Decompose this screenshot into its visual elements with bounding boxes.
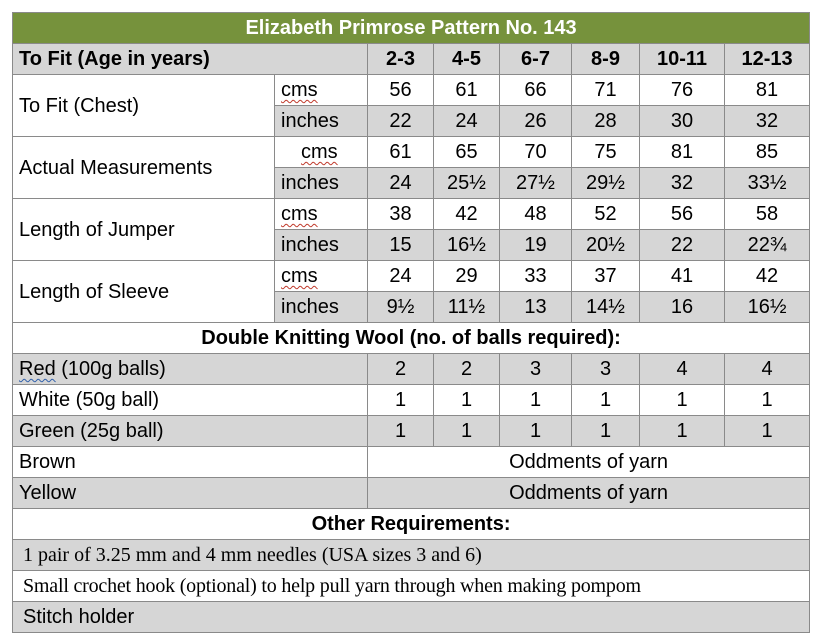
pattern-title: Elizabeth Primrose Pattern No. 143 bbox=[13, 13, 810, 44]
oddment-row bbox=[13, 447, 810, 478]
measurement-value: 71 bbox=[572, 75, 640, 106]
measurement-value: 24 bbox=[368, 168, 434, 199]
measurement-value: 41 bbox=[640, 261, 725, 292]
unit-label: inches bbox=[281, 110, 339, 132]
wool-label-cell bbox=[13, 354, 368, 385]
title-row bbox=[13, 13, 810, 44]
measurement-value: 22 bbox=[368, 106, 434, 137]
measurement-label: Length of Sleeve bbox=[13, 261, 275, 323]
measurement-value: 85 bbox=[725, 137, 810, 168]
wool-quantity: 3 bbox=[500, 354, 572, 385]
measurement-label: Length of Jumper bbox=[13, 199, 275, 261]
oddment-text: Oddments of yarn bbox=[368, 478, 810, 509]
wool-row bbox=[13, 416, 810, 447]
measurement-value: 25½ bbox=[434, 168, 500, 199]
requirement-row bbox=[13, 602, 810, 633]
wool-label-cell bbox=[13, 385, 368, 416]
measurement-value: 11½ bbox=[434, 292, 500, 323]
measurement-value: 33½ bbox=[725, 168, 810, 199]
requirement-row bbox=[13, 540, 810, 571]
measurement-value: 27½ bbox=[500, 168, 572, 199]
measurement-value: 61 bbox=[368, 137, 434, 168]
measurement-row bbox=[13, 75, 810, 106]
measurement-label: To Fit (Chest) bbox=[13, 75, 275, 137]
requirement-item: Stitch holder bbox=[13, 602, 810, 633]
age-header-cell: 10-11 bbox=[640, 44, 725, 75]
measurement-value: 81 bbox=[640, 137, 725, 168]
wool-row bbox=[13, 354, 810, 385]
measurement-value: 15 bbox=[368, 230, 434, 261]
wool-quantity: 4 bbox=[640, 354, 725, 385]
wool-quantity: 1 bbox=[500, 385, 572, 416]
measurement-value: 66 bbox=[500, 75, 572, 106]
measurement-value: 30 bbox=[640, 106, 725, 137]
measurement-value: 81 bbox=[725, 75, 810, 106]
wool-quantity: 2 bbox=[434, 354, 500, 385]
measurement-value: 29 bbox=[434, 261, 500, 292]
measurement-value: 20½ bbox=[572, 230, 640, 261]
unit-label: cms bbox=[301, 141, 338, 163]
wool-heading: Double Knitting Wool (no. of balls required): bbox=[13, 323, 810, 354]
wool-color: Green bbox=[19, 420, 75, 442]
wool-quantity: 1 bbox=[572, 416, 640, 447]
measurement-value: 76 bbox=[640, 75, 725, 106]
wool-color: White bbox=[19, 389, 71, 411]
oddment-label: Yellow bbox=[13, 478, 368, 509]
pattern-table bbox=[12, 12, 810, 633]
oddment-text: Oddments of yarn bbox=[368, 447, 810, 478]
unit-label: inches bbox=[281, 234, 339, 256]
wool-quantity: 1 bbox=[640, 416, 725, 447]
other-heading-row bbox=[13, 509, 810, 540]
unit-cell bbox=[275, 199, 368, 230]
wool-quantity: 1 bbox=[368, 385, 434, 416]
measurement-value: 28 bbox=[572, 106, 640, 137]
measurement-value: 75 bbox=[572, 137, 640, 168]
measurement-value: 32 bbox=[640, 168, 725, 199]
measurement-value: 19 bbox=[500, 230, 572, 261]
age-header-cell: 4-5 bbox=[434, 44, 500, 75]
unit-cell bbox=[275, 292, 368, 323]
age-header-cell: 8-9 bbox=[572, 44, 640, 75]
unit-cell bbox=[275, 106, 368, 137]
measurement-value: 56 bbox=[640, 199, 725, 230]
wool-quantity: 1 bbox=[500, 416, 572, 447]
measurement-value: 26 bbox=[500, 106, 572, 137]
measurement-value: 22¾ bbox=[725, 230, 810, 261]
wool-label-cell bbox=[13, 416, 368, 447]
wool-row bbox=[13, 385, 810, 416]
unit-label: cms bbox=[281, 203, 318, 225]
unit-label: inches bbox=[281, 296, 339, 318]
unit-cell bbox=[275, 137, 368, 168]
unit-label: cms bbox=[281, 265, 318, 287]
measurement-value: 58 bbox=[725, 199, 810, 230]
measurement-value: 37 bbox=[572, 261, 640, 292]
age-header-cell: 12-13 bbox=[725, 44, 810, 75]
age-header-row bbox=[13, 44, 810, 75]
measurement-value: 65 bbox=[434, 137, 500, 168]
wool-ball-size: (50g ball) bbox=[70, 389, 160, 411]
wool-quantity: 4 bbox=[725, 354, 810, 385]
measurement-value: 16½ bbox=[434, 230, 500, 261]
oddment-row bbox=[13, 478, 810, 509]
age-header-cell: 6-7 bbox=[500, 44, 572, 75]
wool-quantity: 1 bbox=[572, 385, 640, 416]
unit-label: inches bbox=[281, 172, 339, 194]
wool-quantity: 1 bbox=[434, 416, 500, 447]
unit-cell bbox=[275, 168, 368, 199]
wool-quantity: 3 bbox=[572, 354, 640, 385]
measurement-value: 52 bbox=[572, 199, 640, 230]
measurement-value: 48 bbox=[500, 199, 572, 230]
unit-cell bbox=[275, 230, 368, 261]
wool-color: Red bbox=[19, 358, 56, 380]
wool-quantity: 1 bbox=[725, 385, 810, 416]
measurement-value: 22 bbox=[640, 230, 725, 261]
other-heading: Other Requirements: bbox=[13, 509, 810, 540]
measurement-value: 16½ bbox=[725, 292, 810, 323]
measurement-value: 42 bbox=[725, 261, 810, 292]
measurement-label: Actual Measurements bbox=[13, 137, 275, 199]
wool-quantity: 1 bbox=[434, 385, 500, 416]
age-header-cell: 2-3 bbox=[368, 44, 434, 75]
wool-quantity: 2 bbox=[368, 354, 434, 385]
wool-quantity: 1 bbox=[725, 416, 810, 447]
unit-cell bbox=[275, 261, 368, 292]
measurement-value: 9½ bbox=[368, 292, 434, 323]
measurement-value: 24 bbox=[434, 106, 500, 137]
measurement-value: 32 bbox=[725, 106, 810, 137]
oddment-label: Brown bbox=[13, 447, 368, 478]
age-header-label: To Fit (Age in years) bbox=[13, 44, 368, 75]
wool-quantity: 1 bbox=[640, 385, 725, 416]
measurement-value: 16 bbox=[640, 292, 725, 323]
wool-heading-row bbox=[13, 323, 810, 354]
measurement-value: 29½ bbox=[572, 168, 640, 199]
measurement-value: 24 bbox=[368, 261, 434, 292]
measurement-value: 14½ bbox=[572, 292, 640, 323]
unit-cell bbox=[275, 75, 368, 106]
measurement-value: 13 bbox=[500, 292, 572, 323]
requirement-item: 1 pair of 3.25 mm and 4 mm needles (USA sizes 3 and 6) bbox=[13, 540, 810, 571]
measurement-value: 70 bbox=[500, 137, 572, 168]
requirement-item: Small crochet hook (optional) to help pull yarn through when making pompom bbox=[13, 571, 810, 602]
measurement-value: 33 bbox=[500, 261, 572, 292]
pattern-sheet bbox=[12, 12, 810, 633]
unit-label: cms bbox=[281, 79, 318, 101]
measurement-value: 56 bbox=[368, 75, 434, 106]
measurement-value: 38 bbox=[368, 199, 434, 230]
wool-ball-size: (100g balls) bbox=[55, 358, 166, 380]
requirement-row bbox=[13, 571, 810, 602]
measurement-row bbox=[13, 137, 810, 168]
wool-ball-size: (25g ball) bbox=[74, 420, 164, 442]
wool-quantity: 1 bbox=[368, 416, 434, 447]
measurement-value: 42 bbox=[434, 199, 500, 230]
measurement-row bbox=[13, 261, 810, 292]
measurement-value: 61 bbox=[434, 75, 500, 106]
measurement-row bbox=[13, 199, 810, 230]
